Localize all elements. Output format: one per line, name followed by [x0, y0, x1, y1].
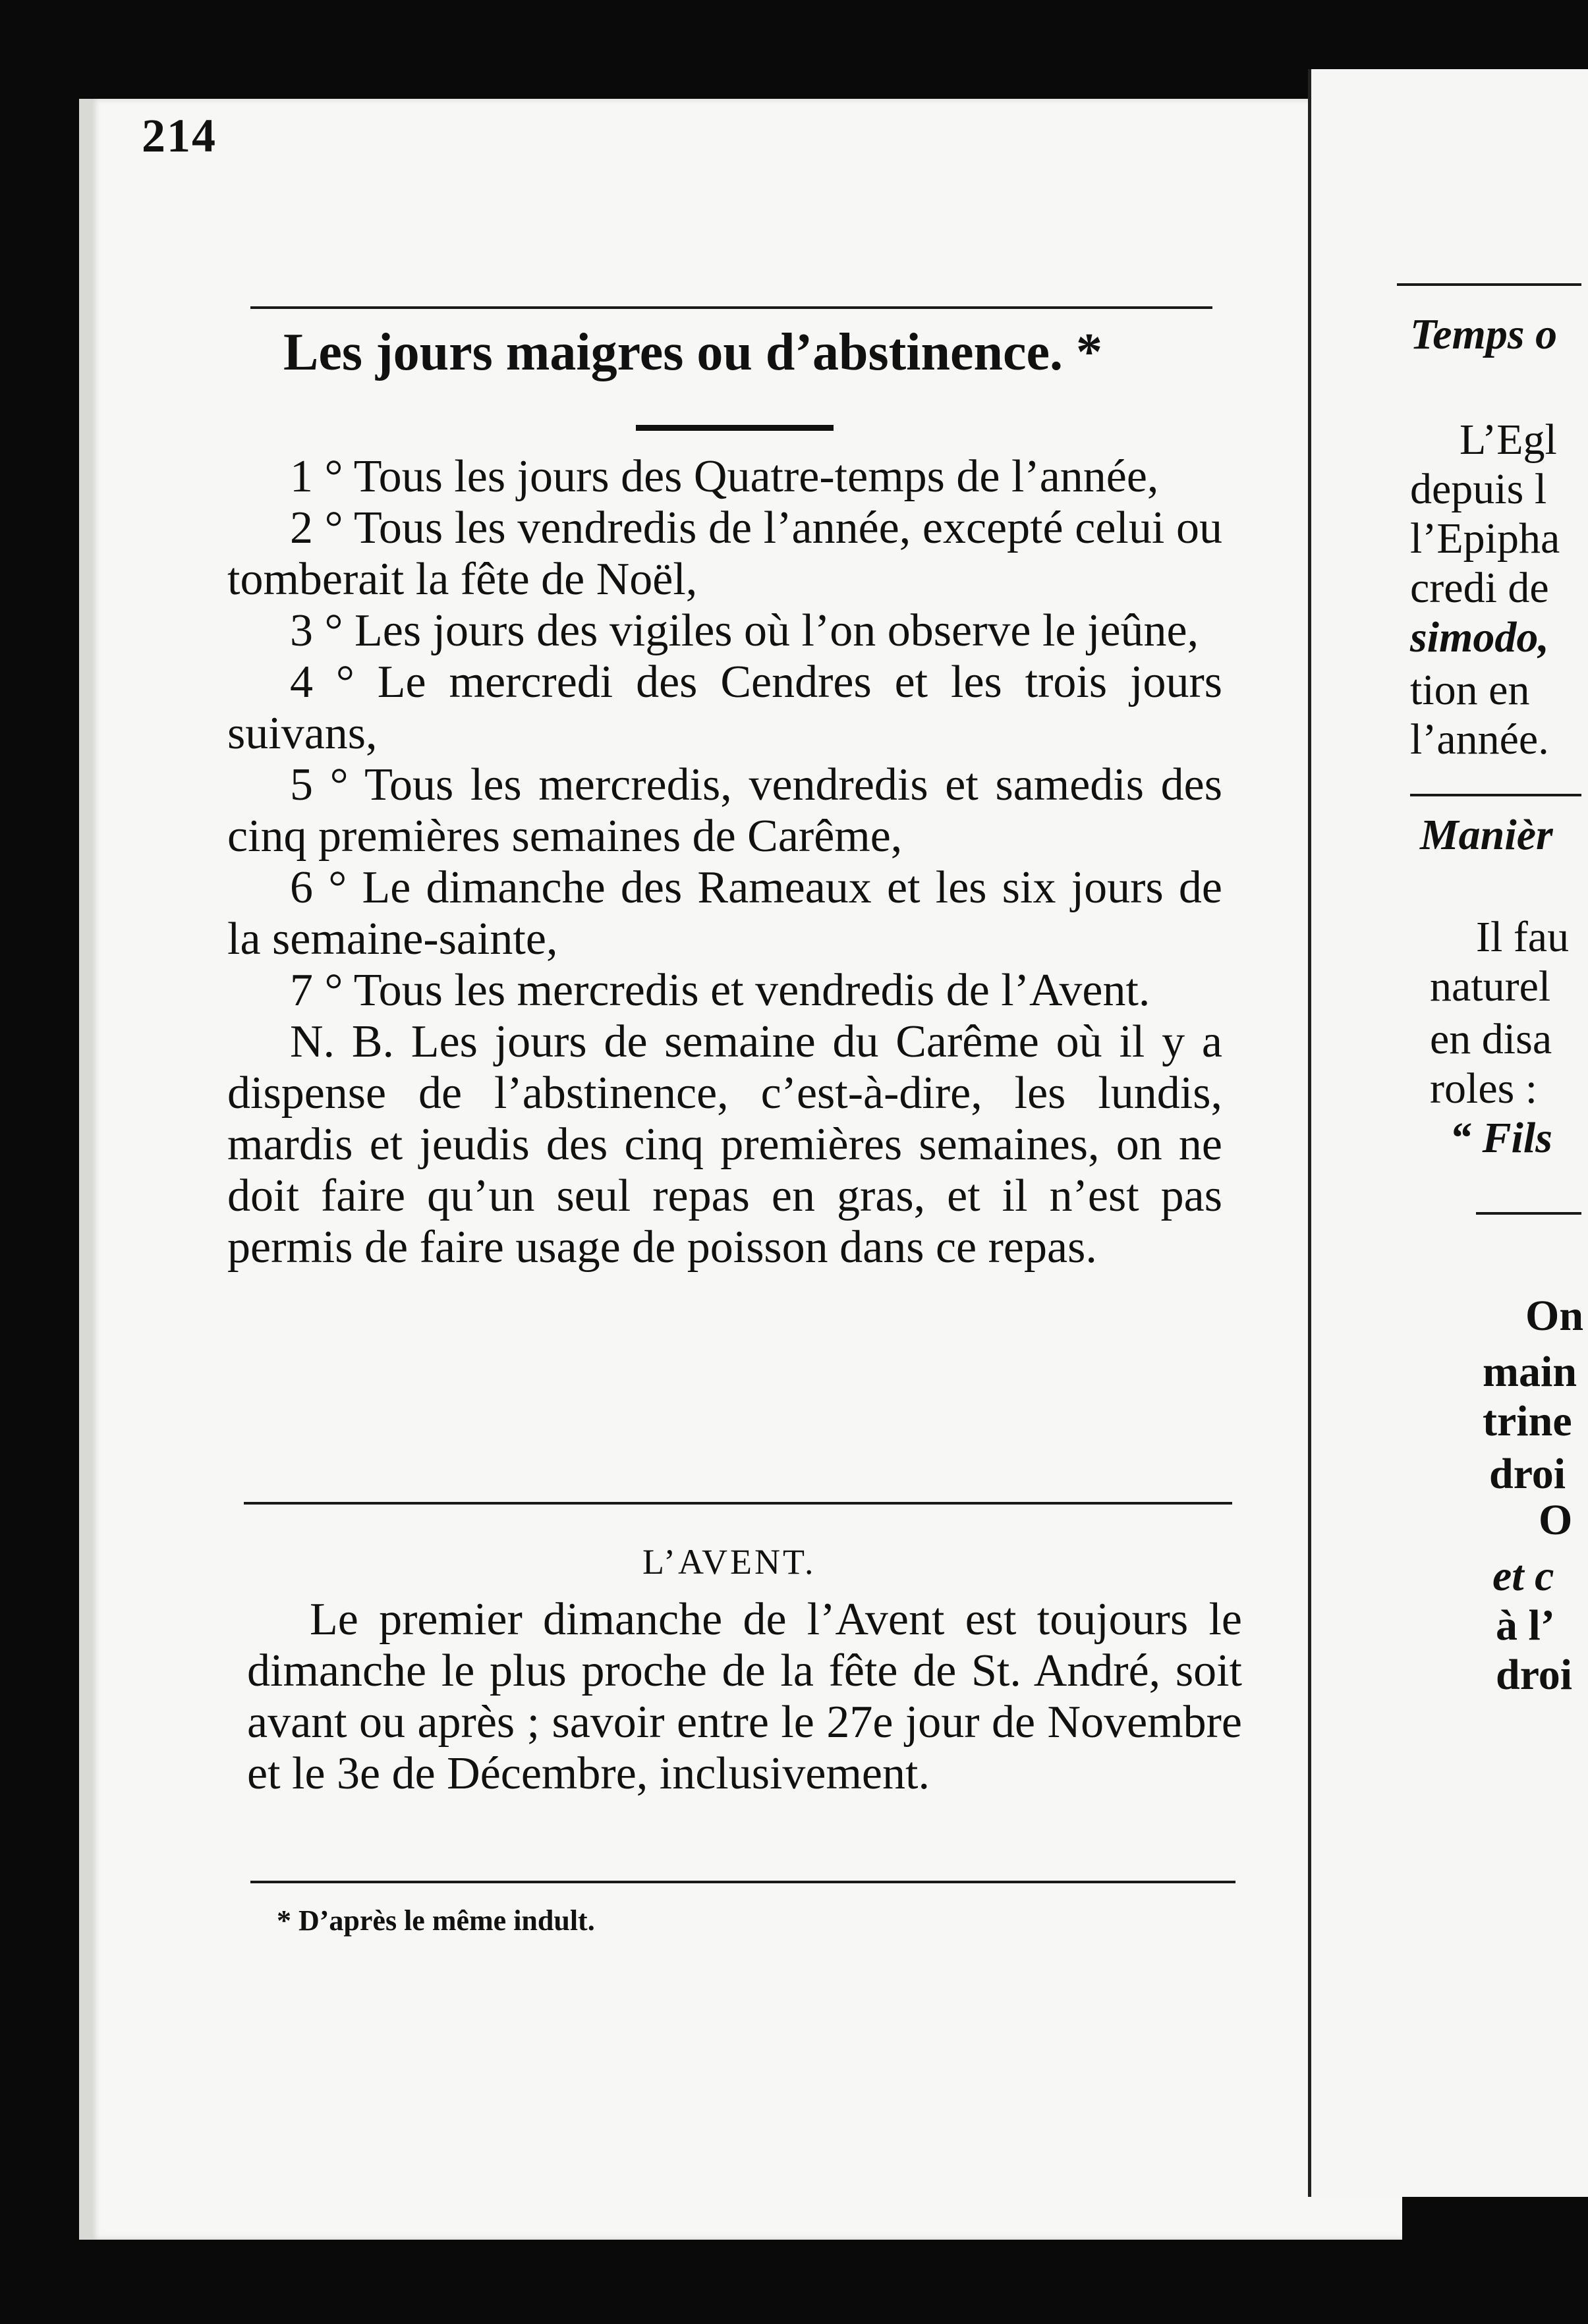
right-line: Il fau: [1476, 913, 1570, 961]
page-heading: Les jours maigres ou d’abstinence. *: [283, 323, 1102, 381]
footnote-rule: [250, 1881, 1235, 1883]
right-line: Manièr: [1420, 811, 1553, 859]
page-number: 214: [142, 109, 217, 162]
right-line: trine: [1483, 1397, 1572, 1445]
right-line: depuis l: [1410, 465, 1547, 513]
right-line: l’Epipha: [1410, 514, 1560, 563]
list-item: 3 ° Les jours des vigiles où l’on observe le jeûne,: [290, 605, 1199, 656]
right-line: en disa: [1430, 1015, 1552, 1063]
nb-paragraph: N. B. Les jours de semaine du Carême où il y a dispense de l’abstinence, c’est-à-dire, les lundis, mardis et jeudis des cinq premières semaines, on ne doit faire qu’un seul repas en gras, et il n’est pas permis de faire usage de poisson dans ce repas.: [227, 1016, 1222, 1273]
abstinence-list: [227, 451, 1222, 1273]
right-line: main: [1483, 1348, 1577, 1396]
right-line: droi: [1489, 1450, 1566, 1498]
list-item: 7 ° Tous les mercredis et vendredis de l’Avent.: [290, 965, 1150, 1016]
right-line: “ Fils: [1450, 1114, 1552, 1162]
right-line: simodo,: [1410, 613, 1549, 661]
right-top-rule: [1397, 283, 1581, 286]
right-line: l’année.: [1410, 715, 1549, 763]
list-item: 6 ° Le dimanche des Rameaux et les six jours de la semaine-sainte,: [227, 862, 1222, 964]
right-rule: [1410, 794, 1581, 796]
right-line: L’Egl: [1460, 416, 1557, 464]
right-rule: [1476, 1212, 1581, 1215]
right-line: credi de: [1410, 564, 1549, 612]
top-rule: [250, 306, 1212, 309]
advent-title: L’AVENT.: [642, 1542, 816, 1582]
footnote: * D’après le même indult.: [277, 1904, 595, 1937]
right-line: Temps o: [1410, 310, 1558, 358]
right-line: droi: [1496, 1651, 1573, 1699]
heading-underline: [636, 425, 834, 431]
right-line: roles :: [1430, 1065, 1538, 1113]
right-line: tion en: [1410, 666, 1530, 714]
list-item: 1 ° Tous les jours des Quatre-temps de l’année,: [290, 451, 1159, 502]
advent-paragraph: Le premier dimanche de l’Avent est toujours le dimanche le plus proche de la fête de St. André, soit avant ou après ; savoir entre le 27e jour de Novembre et le 3e de Décembre, inclusivement.: [247, 1594, 1242, 1799]
list-item: 4 ° Le mercredi des Cendres et les trois jours suivans,: [227, 657, 1222, 759]
list-item: 5 ° Tous les mercredis, vendredis et samedis des cinq premières semaines de Carême,: [227, 760, 1222, 862]
right-line: à l’: [1496, 1601, 1555, 1649]
middle-rule: [244, 1502, 1232, 1505]
right-line: On: [1525, 1292, 1584, 1340]
right-line: O: [1539, 1496, 1573, 1544]
list-item: 2 ° Tous les vendredis de l’année, excepté celui ou tomberait la fête de Noël,: [227, 503, 1222, 605]
right-line: et c: [1492, 1552, 1554, 1600]
right-line: naturel: [1430, 962, 1551, 1010]
